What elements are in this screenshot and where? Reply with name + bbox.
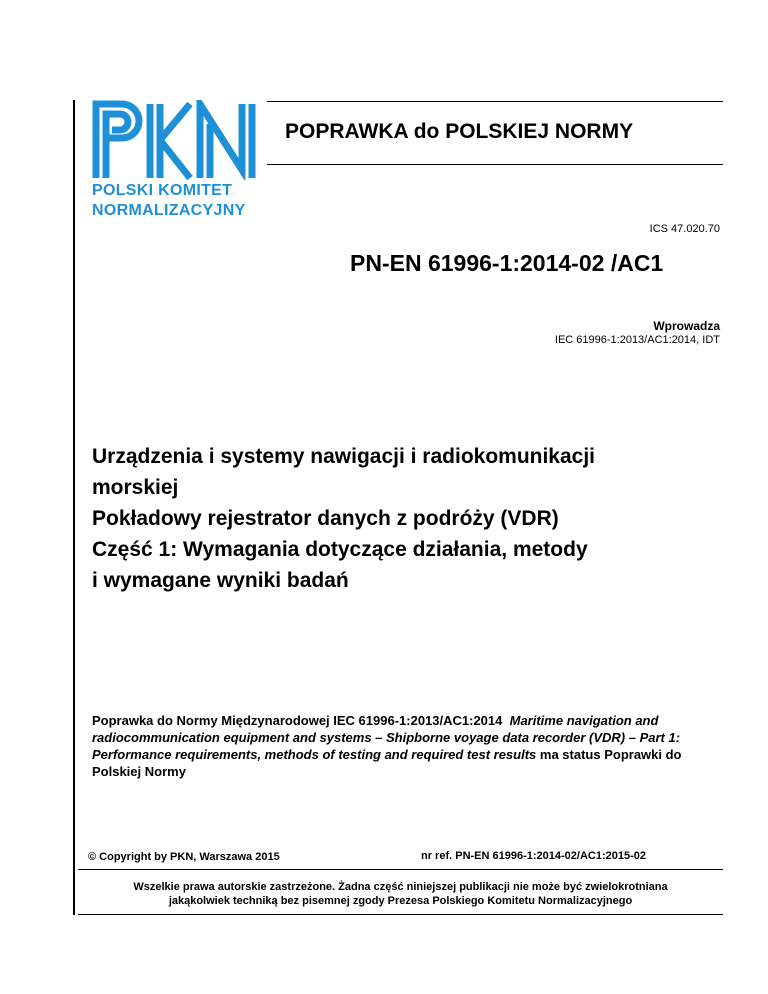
logo-text-line2: NORMALIZACYJNY	[92, 202, 246, 219]
description-prefix: Poprawka do Normy Międzynarodowej IEC 61996-1:2013/AC1:2014	[92, 713, 503, 728]
main-title-line: Pokładowy rejestrator danych z podróży (VDR)	[92, 507, 559, 530]
title-rule-bottom	[267, 164, 723, 165]
reference-number: nr ref. PN-EN 61996-1:2014-02/AC1:2015-02	[421, 850, 647, 862]
title-rule-top	[267, 101, 723, 102]
left-margin-rule	[73, 100, 75, 915]
copyright-text: Copyright by PKN, Warszawa 2015	[99, 851, 280, 863]
footer-rule-bottom	[78, 914, 723, 915]
standard-code: PN-EN 61996-1:2014-02 /AC1	[350, 250, 664, 276]
copyright	[88, 851, 280, 863]
introduces-label: Wprowadza	[653, 319, 720, 333]
ics-code: ICS 47.020.70	[649, 223, 720, 235]
main-title-line: Część 1: Wymagania dotyczące działania, metody	[92, 538, 588, 561]
pkn-logo	[92, 100, 267, 225]
document-type-title: POPRAWKA do POLSKIEJ NORMY	[285, 120, 634, 143]
main-title-line: i wymagane wyniki badań	[92, 569, 349, 592]
pkn-logo-mark	[92, 100, 267, 180]
main-title-line: morskiej	[92, 476, 179, 499]
main-title-line: Urządzenia i systemy nawigacji i radiokomunikacji	[92, 445, 596, 468]
description-suffix: ma status Poprawki do Polskiej Normy	[92, 747, 682, 779]
logo-text-line1: POLSKI KOMITET	[92, 182, 233, 199]
main-title	[92, 441, 732, 596]
description-italic-title: Maritime navigation and radiocommunication equipment and systems – Shipborne voyage data recorder (VDR) – Part 1: Performance requirements, methods of testing and required test results	[92, 713, 681, 762]
rights-line: Wszelkie prawa autorskie zastrzeżone. Żadna część niniejszej publikacji nie może być zwielokrotniana	[133, 881, 668, 893]
introduces-reference: IEC 61996-1:2013/AC1:2014, IDT	[554, 334, 720, 346]
amendment-description	[92, 712, 732, 780]
rights-notice	[78, 880, 723, 908]
footer-rule-top	[78, 869, 723, 870]
rights-line: jakąkolwiek techniką bez pisemnej zgody Prezesa Polskiego Komitetu Normalizacyjnego	[168, 895, 633, 907]
copyright-symbol: ©	[88, 851, 97, 863]
